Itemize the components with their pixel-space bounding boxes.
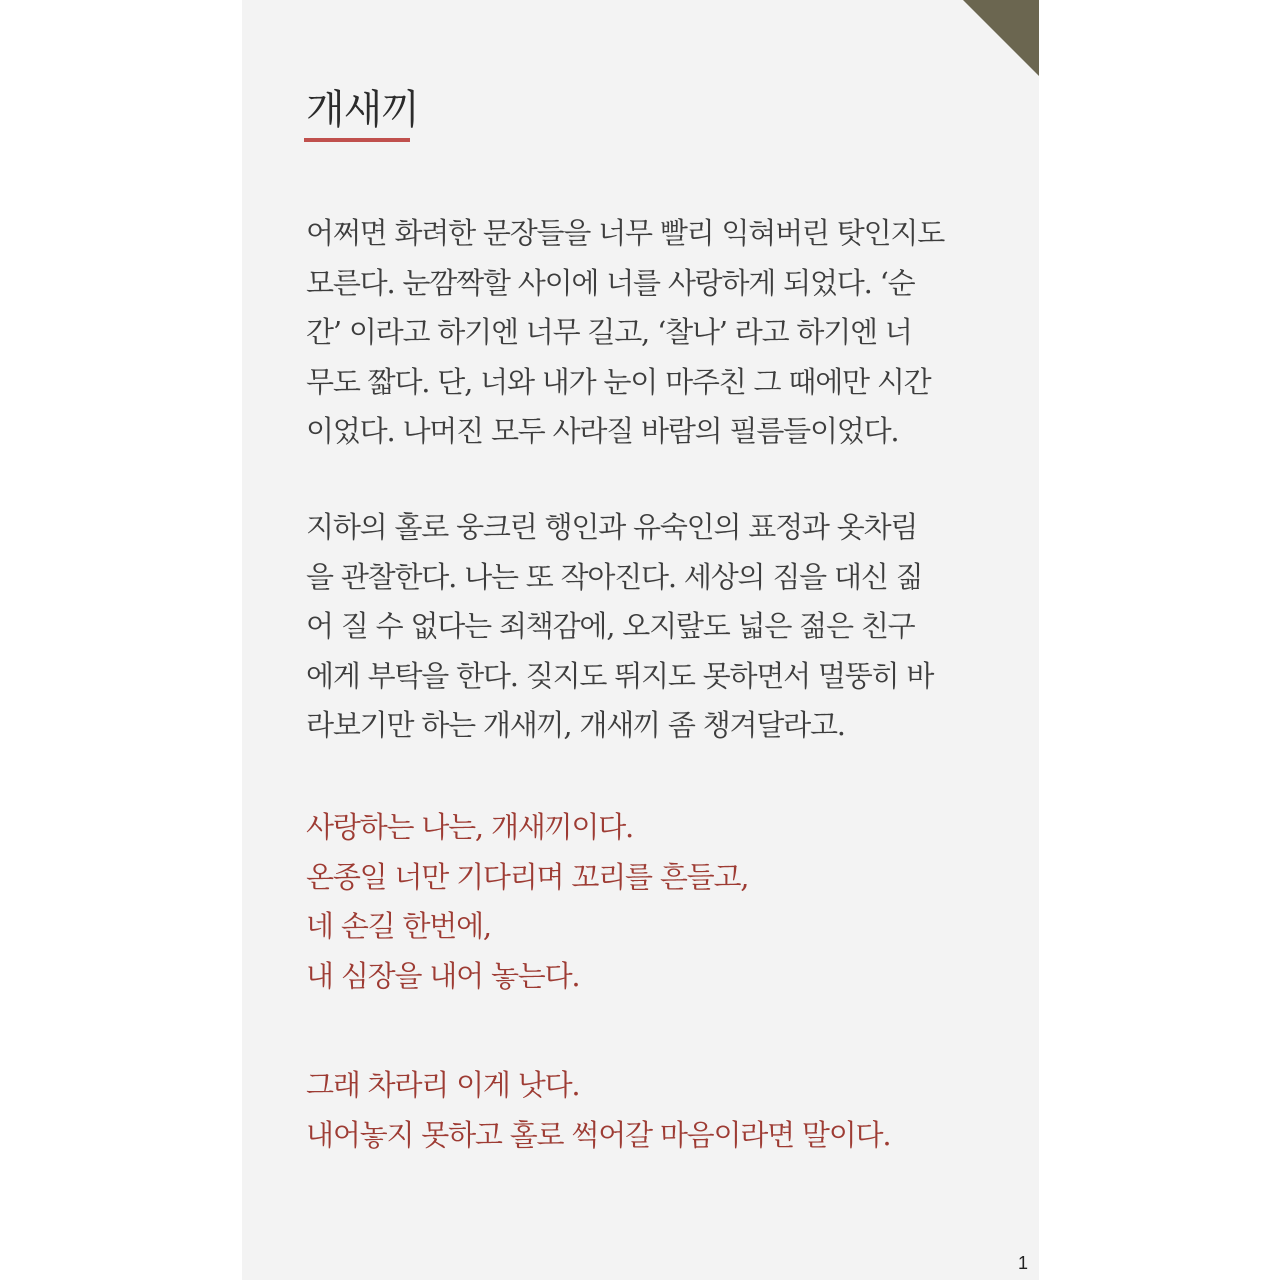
verse-line: 네 손길 한번에, (306, 909, 491, 943)
page-number: 1 (1017, 1253, 1028, 1273)
paragraph-line: 무도 짧다. 단, 너와 내가 눈이 마주친 그 때에만 시간 (306, 364, 931, 399)
paragraph-line: 모른다. 눈깜짝할 사이에 너를 사랑하게 되었다. ‘순 (306, 265, 915, 300)
paragraph-line: 지하의 홀로 웅크린 행인과 유숙인의 표정과 옷차림 (306, 510, 918, 544)
verse-line: 사랑하는 나는, 개새끼이다. (306, 810, 634, 844)
verse-line: 그래 차라리 이게 낫다. (306, 1068, 580, 1102)
page-corner-fold (963, 0, 1039, 76)
verse-line: 내 심장을 내어 놓는다. (306, 958, 580, 993)
paragraph-line: 을 관찰한다. 나는 또 작아진다. 세상의 짐을 대신 짊 (306, 559, 923, 594)
document-page (242, 0, 1039, 1280)
verse-line: 내어놓지 못하고 홀로 썩어갈 마음이라면 말이다. (306, 1117, 891, 1152)
title-underline (304, 138, 410, 142)
paragraph-line: 이었다. 나머진 모두 사라질 바람의 필름들이었다. (306, 414, 899, 448)
verse-line: 온종일 너만 기다리며 꼬리를 흔들고, (306, 859, 749, 894)
highlighted-verse-1 (306, 803, 748, 1001)
paragraph-line: 어쩌면 화려한 문장들을 너무 빨리 익혀버린 탓인지도 (306, 216, 945, 250)
paragraph-line: 에게 부탁을 한다. 짖지도 뛰지도 못하면서 멀뚱히 바 (306, 658, 934, 693)
paragraph-2 (306, 503, 933, 751)
paragraph-1 (306, 209, 944, 457)
paragraph-line: 어 질 수 없다는 죄책감에, 오지랖도 넓은 젊은 친구 (306, 609, 915, 643)
paragraph-line: 간’ 이라고 하기엔 너무 길고, ‘찰나’ 라고 하기엔 너 (306, 315, 912, 349)
highlighted-verse-2 (306, 1061, 890, 1160)
paragraph-line: 라보기만 하는 개새끼, 개새끼 좀 챙겨달라고. (306, 708, 845, 742)
document-title: 개새끼 (306, 87, 419, 133)
